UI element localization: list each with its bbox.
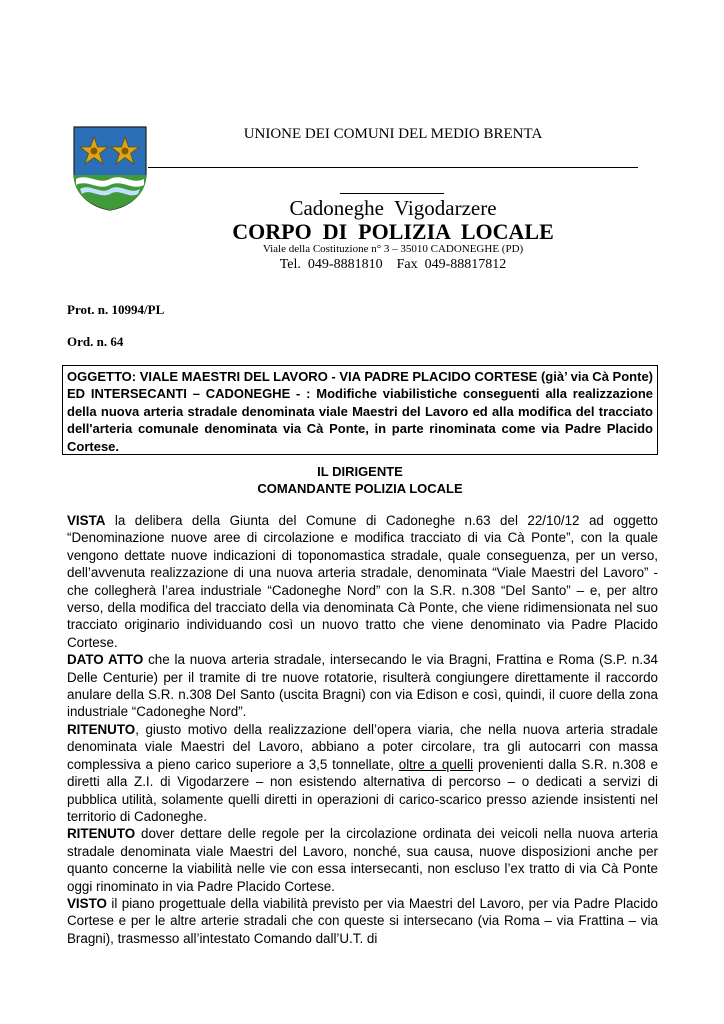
subject-box: OGGETTO: VIALE MAESTRI DEL LAVORO - VIA PADRE PLACIDO CORTESE (già’ via Cà Ponte) ED INTERSECANTI – CADONEGHE - : Modifiche viabilistiche conseguenti alla realizzazione della nuova arteria stradale denominata viale Maestri del Lavoro ed alla modifica del tracciato dell'arteria comunale denominata via Cà Ponte, in parte rinominata come via Padre Placido Cortese. [62,365,658,455]
paragraph-lead: RITENUTO [67,721,136,737]
paragraph-text: la delibera della Giunta del Comune di Cadoneghe n.63 del 22/10/12 ad oggetto “Denominazione nuove aree di circolazione e modifica tracciato di via Cà Ponte”, con la quale vengono dettate nuove indicazioni di toponomastica stradale, quale conseguenza, per un verso, dell’avvenuta realizzazione di una nuova arteria stradale, denominata “Viale Maestri del Lavoro” - che collegherà l’area industriale “Cadoneghe Nord” con la S.R. n.308 “Del Santo” – e, per altro verso, della modifica del tracciato della via denominata Cà Ponte, che viene ridimensionata nel suo tracciato originario individuando così un nuovo tratto che viene denominato via Padre Placido Cortese. [67,513,658,650]
paragraph-lead: VISTA [67,513,106,528]
paragraph-lead: RITENUTO [67,826,136,842]
header-divider-short [340,193,444,194]
header-divider [148,167,638,168]
paragraph-vista [67,512,658,651]
paragraph-text: che la nuova arteria stradale, intersecando le via Bragni, Frattina e Roma (S.P. n.34 Delle Centurie) per il tramite di tre nuove rotatorie, risulterà congiungere direttamente il raccordo anulare della S.R. n.308 Del Santo (uscita Bragni) con via Edison e così, quindi, il cuore della zona industriale “Cadoneghe Nord”. [67,652,658,720]
paragraph-dato-atto [67,651,658,721]
paragraph-lead: VISTO [67,895,107,911]
order-number: Ord. n. 64 [67,334,124,349]
paragraph-ritenuto-2 [67,825,658,895]
paragraph-lead: DATO ATTO [67,652,144,668]
paragraph-text-cont: provenienti dalla S.R. n.308 e diretti alla Z.I. di Vigodarzere – non esistendo alternativa di percorso – o dedicati a servizi di pubblica utilità, solamente quelli diretti in operazioni di carico-scarico presso aziende insistenti nel territorio di Cadoneghe. [67,756,658,824]
address: Viale della Costituzione n° 3 – 35010 CADONEGHE (PD) [262,243,524,255]
phone-fax: Tel. 049-8881810 Fax 049-88817812 [279,257,507,272]
paragraph-ritenuto-1 [67,721,658,825]
paragraph-text: il piano progettuale della viabilità previsto per via Maestri del Lavoro, per via Padre Placido Cortese e per le altre arterie stradali che con queste si intersecano (via Roma – via Frattina – via Bragni), trasmesso all’intestato Comando dall’U.T. di [67,895,658,946]
underlined-text: oltre a quelli [398,756,474,772]
coat-of-arms-icon [72,125,148,211]
union-name: UNIONE DEI COMUNI DEL MEDIO BRENTA [243,126,543,142]
protocol-number: Prot. n. 10994/PL [67,302,165,317]
paragraph-text: , giusto motivo della realizzazione dell’opera viaria, che nella nuova arteria stradale denominata viale Maestri del Lavoro, abbiano a poter circolare, tra gli autocarri con massa complessiva a pieno carico superiore a 3,5 tonnellate, [67,721,658,772]
paragraph-text: dover dettare delle regole per la circolazione ordinata dei veicoli nella nuova arteria stradale denominata viale Maestri del Lavoro, nonché, sua causa, nuove disposizioni anche per quanto concerne la viabilità nelle vie con essa intersecanti, non escluso l’ex tratto di via Cà Ponte oggi rinominato in via Padre Placido Cortese. [67,826,658,894]
document-body [67,512,658,947]
city-names: Cadoneghe Vigodarzere [289,196,497,220]
corps-title: CORPO DI POLIZIA LOCALE [232,219,554,244]
paragraph-visto [67,895,658,947]
heading-comandante: COMANDANTE POLIZIA LOCALE [257,481,463,496]
heading-dirigente: IL DIRIGENTE [317,464,403,479]
